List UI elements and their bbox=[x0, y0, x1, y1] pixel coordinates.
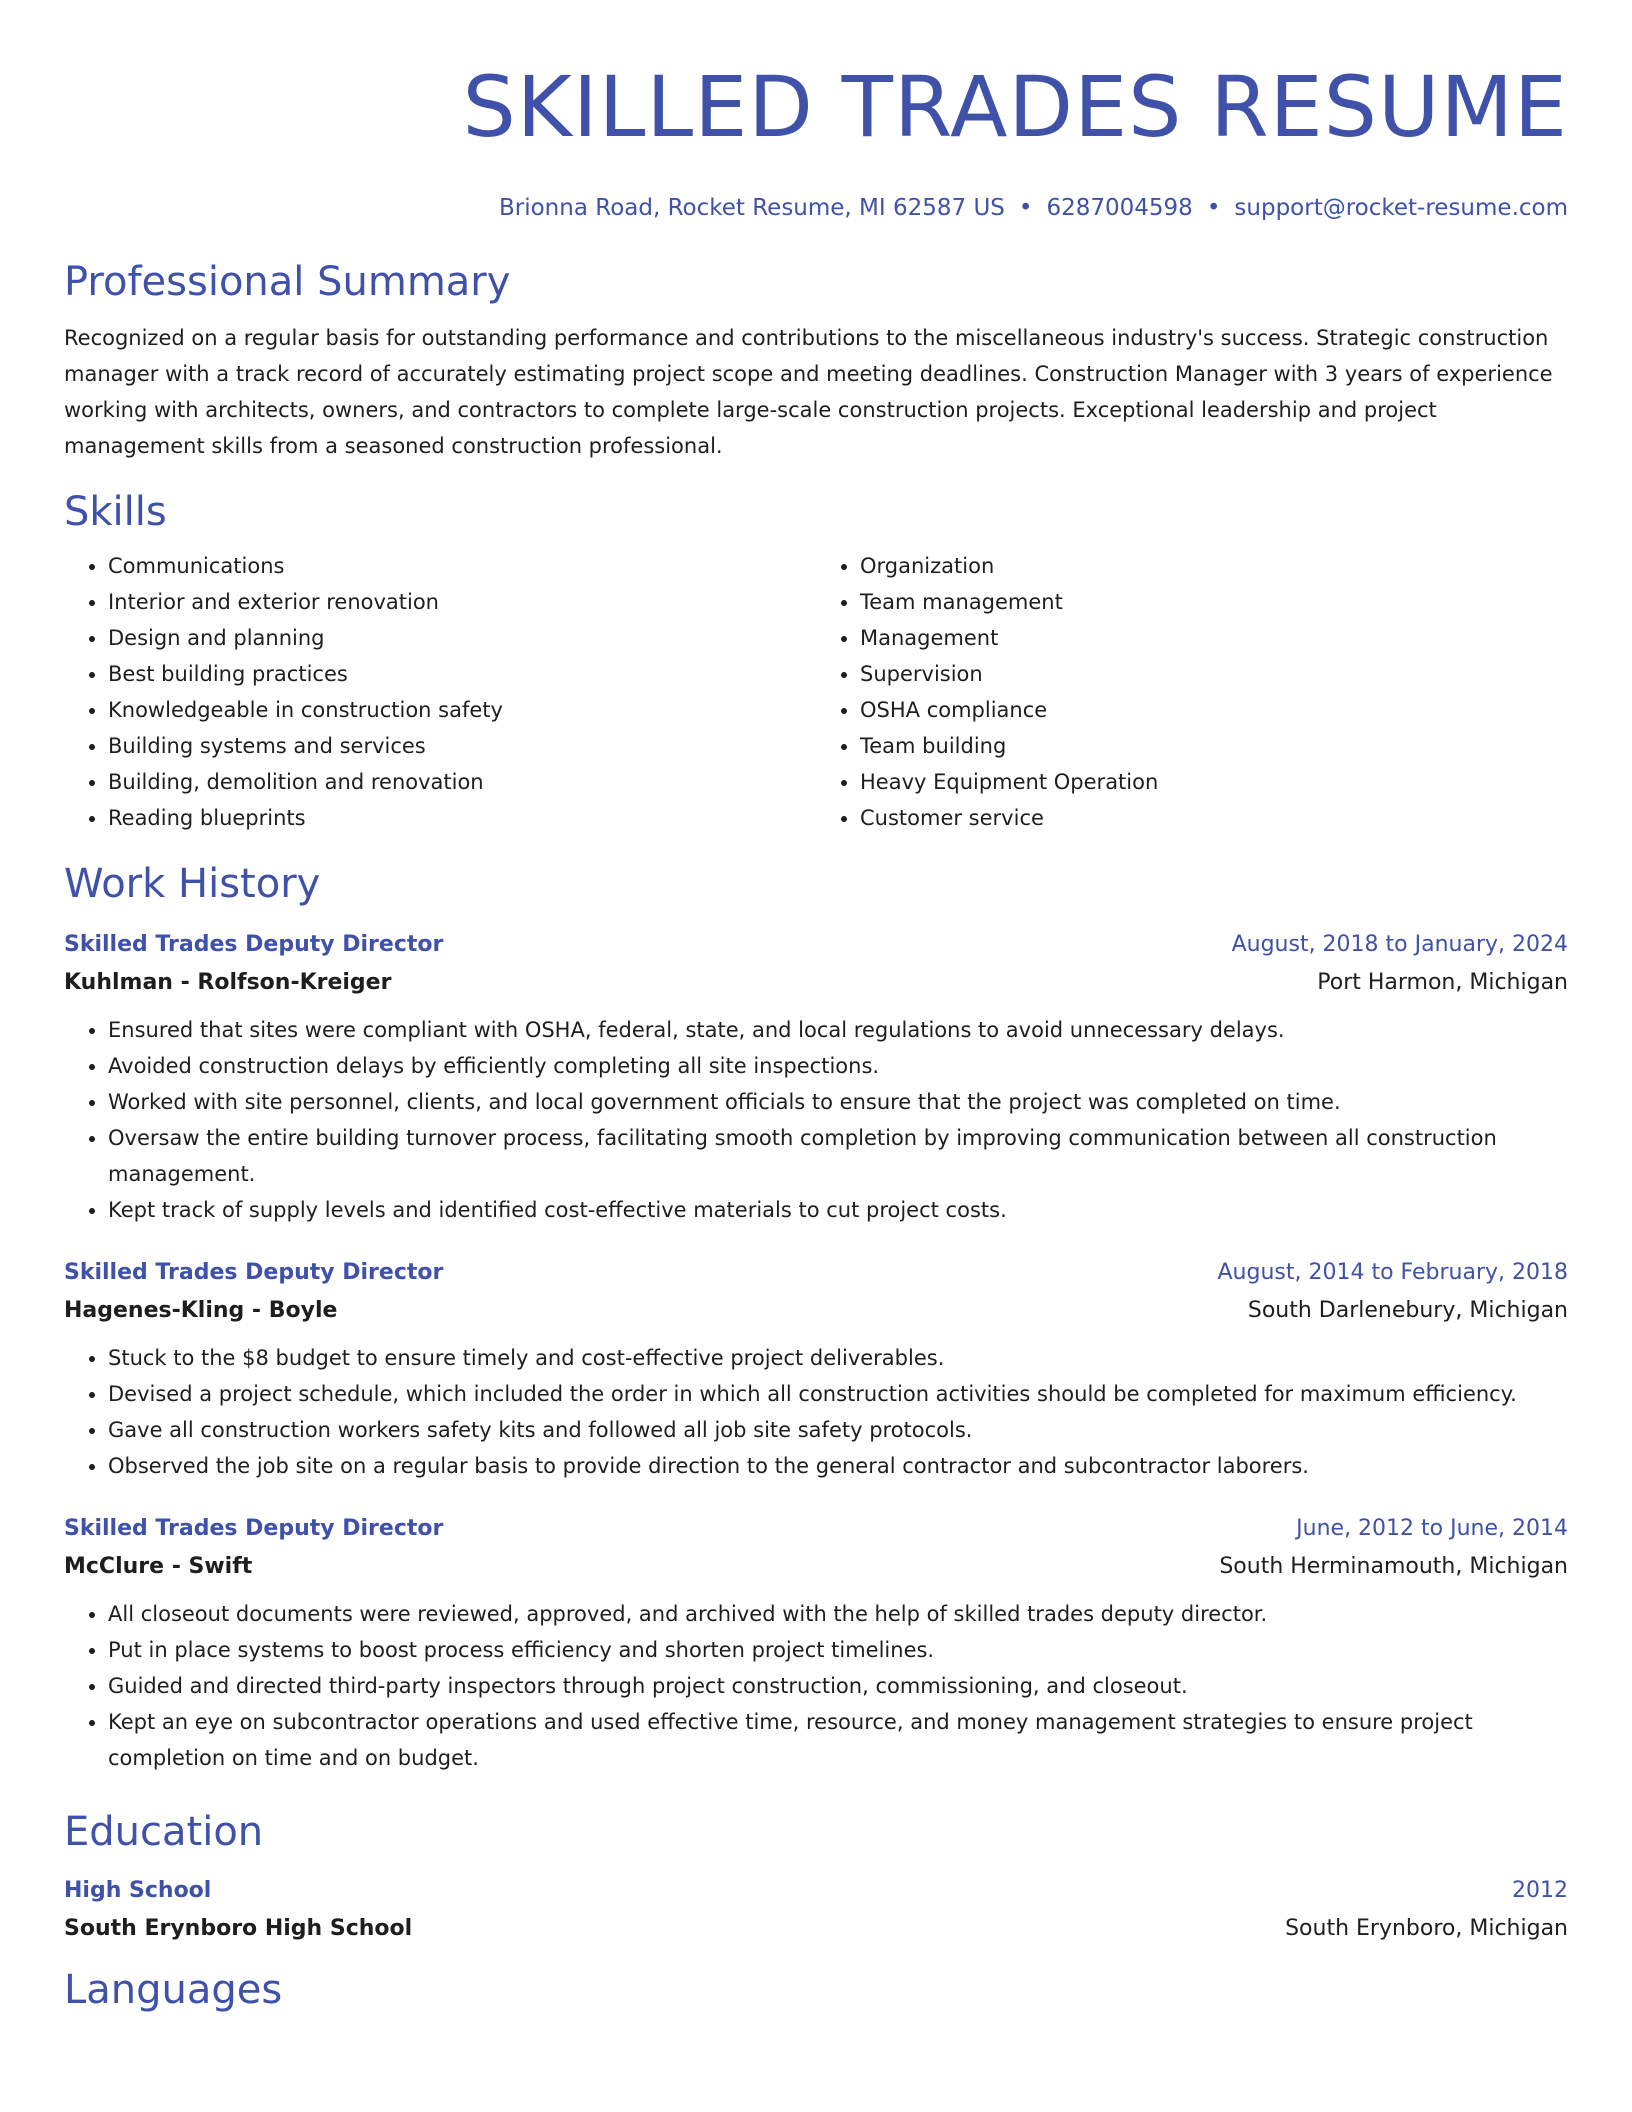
job-entry bbox=[64, 926, 1568, 1228]
job-bullet: • Ensured that sites were compliant with OSHA, federal, state, and local regulations to avoid unnecessary delays. bbox=[108, 1012, 1568, 1048]
summary-text: Recognized on a regular basis for outstanding performance and contributions to the miscellaneous industry's success. Strategic construction manager with a track record of accurately estimating project scope and meeting deadlines. Construction Manager with 3 years of experience working with architects, owners, and contractors to complete large-scale construction projects. Exceptional leadership and project management skills from a seasoned construction professional. bbox=[64, 326, 1553, 458]
contact-email: support@rocket-resume.com bbox=[1234, 195, 1568, 221]
job-entry bbox=[64, 1254, 1568, 1484]
job-bullet: • Devised a project schedule, which included the order in which all construction activities should be completed for maximum efficiency. bbox=[108, 1376, 1568, 1412]
job-bullet: • Guided and directed third-party inspectors through project construction, commissioning, and closeout. bbox=[108, 1668, 1568, 1704]
summary-heading: Professional Summary bbox=[64, 259, 511, 305]
resume-header bbox=[64, 0, 1568, 224]
education-school: South Erynboro High School bbox=[64, 1916, 413, 1941]
education-heading: Education bbox=[64, 1809, 264, 1855]
skill-item: • Customer service bbox=[860, 800, 1568, 836]
job-bullet: • All closeout documents were reviewed, approved, and archived with the help of skilled trades deputy director. bbox=[108, 1596, 1568, 1632]
education-entry bbox=[64, 1872, 1568, 1948]
skill-item: • Team management bbox=[860, 584, 1568, 620]
skill-item: • Building systems and services bbox=[108, 728, 816, 764]
job-bullets bbox=[64, 1596, 1568, 1776]
contact-line bbox=[64, 192, 1568, 224]
contact-address: Brionna Road, Rocket Resume, MI 62587 US bbox=[498, 195, 1005, 221]
contact-separator: • bbox=[1018, 195, 1033, 221]
job-bullet: • Observed the job site on a regular basis to provide direction to the general contractor and subcontractor laborers. bbox=[108, 1448, 1568, 1484]
job-bullet: • Kept an eye on subcontractor operations and used effective time, resource, and money management strategies to ensure project completion on time and on budget. bbox=[108, 1704, 1568, 1776]
job-location: South Herminamouth, Michigan bbox=[1219, 1554, 1568, 1579]
job-dates: August, 2018 to January, 2024 bbox=[1231, 932, 1568, 957]
job-company: McClure - Swift bbox=[64, 1554, 253, 1579]
skill-item: • Design and planning bbox=[108, 620, 816, 656]
resume-title: SKILLED TRADES RESUME bbox=[462, 58, 1568, 156]
contact-separator: • bbox=[1206, 195, 1221, 221]
skill-item: • Best building practices bbox=[108, 656, 816, 692]
skill-item: • Management bbox=[860, 620, 1568, 656]
job-dates: June, 2012 to June, 2014 bbox=[1296, 1516, 1568, 1541]
job-title: Skilled Trades Deputy Director bbox=[64, 932, 444, 957]
education-degree: High School bbox=[64, 1878, 212, 1903]
work-history-heading: Work History bbox=[64, 861, 321, 907]
skills-column-right bbox=[816, 548, 1568, 836]
job-bullets bbox=[64, 1012, 1568, 1228]
skill-item: • OSHA compliance bbox=[860, 692, 1568, 728]
skill-item: • Team building bbox=[860, 728, 1568, 764]
skills-list bbox=[64, 548, 1568, 836]
skill-item: • Heavy Equipment Operation bbox=[860, 764, 1568, 800]
job-bullet: • Put in place systems to boost process efficiency and shorten project timelines. bbox=[108, 1632, 1568, 1668]
job-title: Skilled Trades Deputy Director bbox=[64, 1516, 444, 1541]
skill-item: • Reading blueprints bbox=[108, 800, 816, 836]
skill-item: • Building, demolition and renovation bbox=[108, 764, 816, 800]
skills-column-left bbox=[64, 548, 816, 836]
job-title: Skilled Trades Deputy Director bbox=[64, 1260, 444, 1285]
skill-item: • Knowledgeable in construction safety bbox=[108, 692, 816, 728]
job-bullet: • Gave all construction workers safety kits and followed all job site safety protocols. bbox=[108, 1412, 1568, 1448]
job-bullet: • Stuck to the $8 budget to ensure timely and cost-effective project deliverables. bbox=[108, 1340, 1568, 1376]
education-location: South Erynboro, Michigan bbox=[1285, 1916, 1568, 1941]
job-dates: August, 2014 to February, 2018 bbox=[1217, 1260, 1568, 1285]
job-bullet: • Oversaw the entire building turnover process, facilitating smooth completion by improving communication between all construction management. bbox=[108, 1120, 1568, 1192]
job-company: Kuhlman - Rolfson-Kreiger bbox=[64, 970, 392, 995]
job-bullet: • Worked with site personnel, clients, and local government officials to ensure that the project was completed on time. bbox=[108, 1084, 1568, 1120]
job-bullet: • Avoided construction delays by efficiently completing all site inspections. bbox=[108, 1048, 1568, 1084]
job-company: Hagenes-Kling - Boyle bbox=[64, 1298, 338, 1323]
skill-item: • Interior and exterior renovation bbox=[108, 584, 816, 620]
skill-item: • Organization bbox=[860, 548, 1568, 584]
job-location: Port Harmon, Michigan bbox=[1317, 970, 1568, 995]
job-bullets bbox=[64, 1340, 1568, 1484]
job-bullet: • Kept track of supply levels and identified cost-effective materials to cut project costs. bbox=[108, 1192, 1568, 1228]
skill-item: • Supervision bbox=[860, 656, 1568, 692]
education-year: 2012 bbox=[1512, 1878, 1568, 1903]
contact-phone: 6287004598 bbox=[1046, 195, 1193, 221]
skills-heading: Skills bbox=[64, 489, 167, 535]
skill-item: • Communications bbox=[108, 548, 816, 584]
job-entry bbox=[64, 1510, 1568, 1776]
languages-heading: Languages bbox=[64, 1967, 283, 2013]
job-location: South Darlenebury, Michigan bbox=[1247, 1298, 1568, 1323]
